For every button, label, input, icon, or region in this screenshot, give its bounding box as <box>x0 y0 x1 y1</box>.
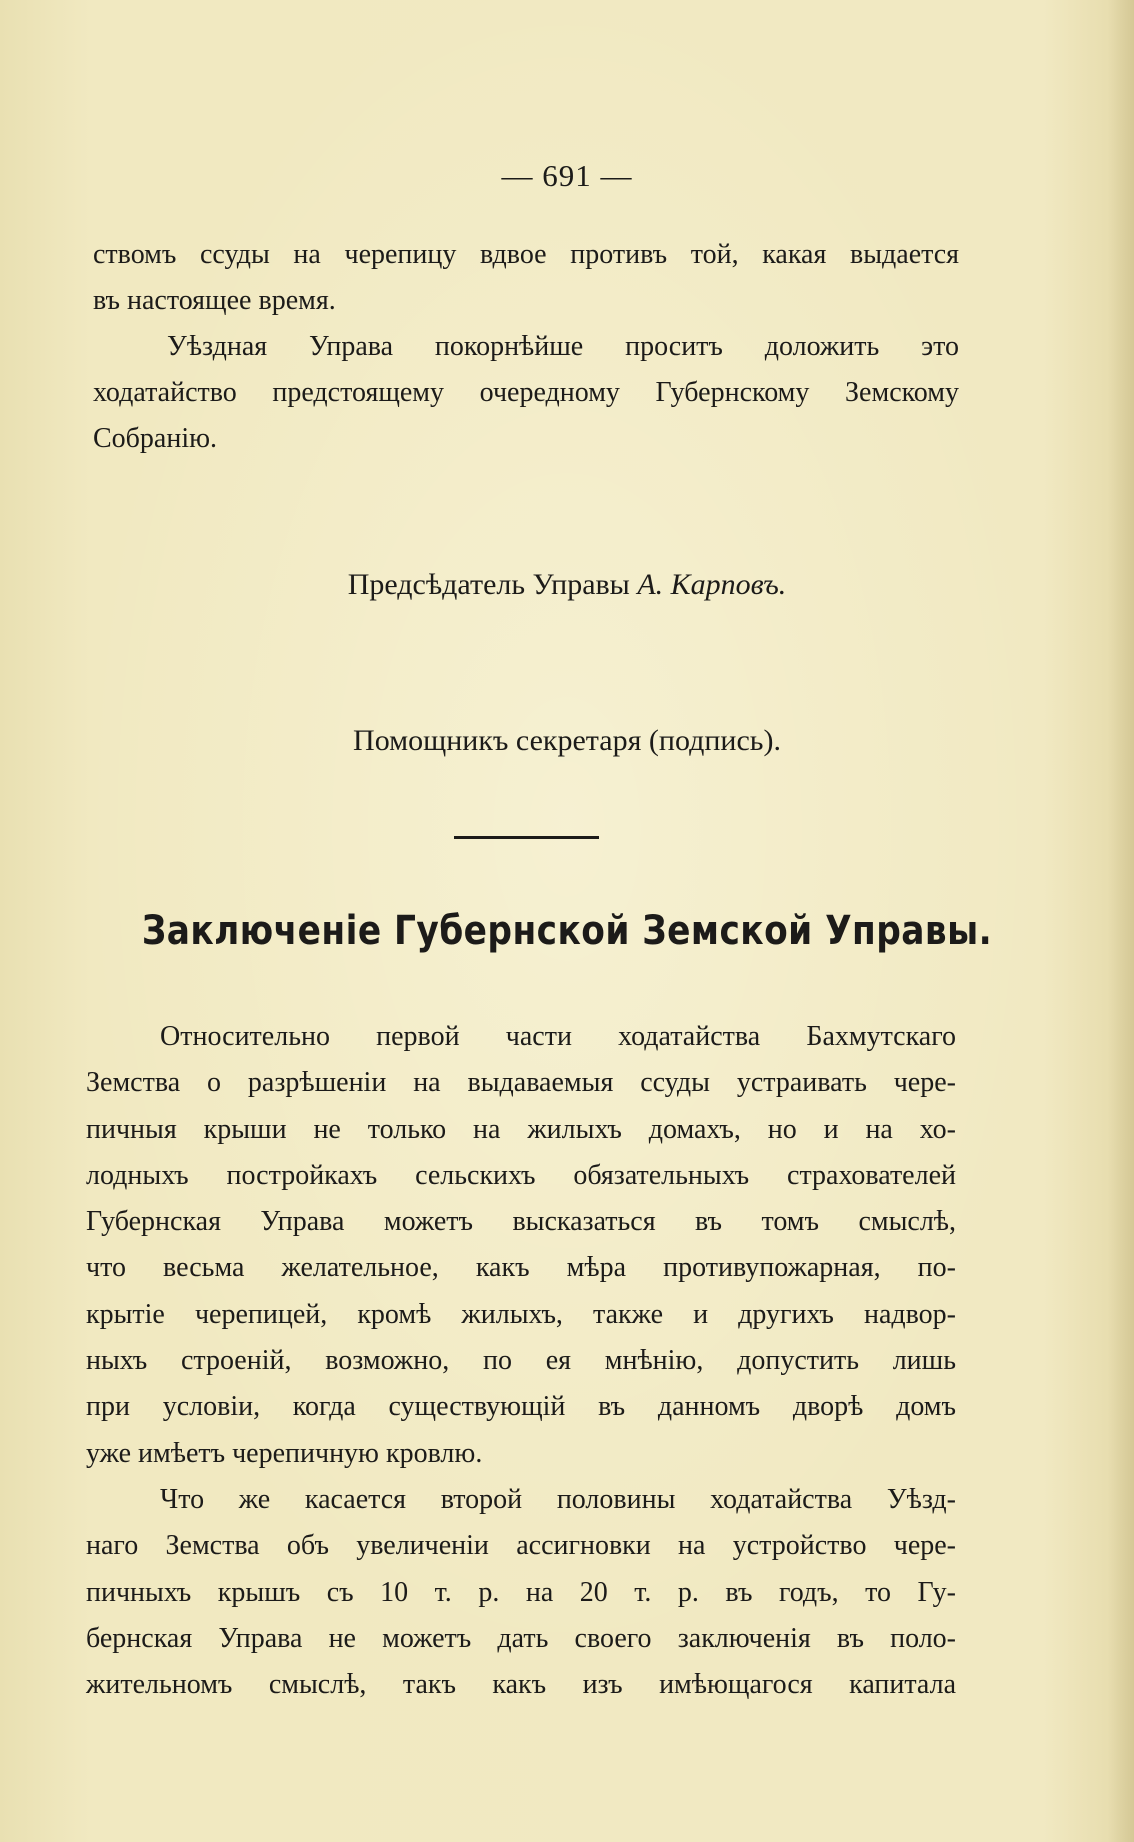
conclusion-body <box>86 1014 956 1708</box>
text-line: при условіи, когда существующій въ данномъ дворѣ домъ <box>86 1391 956 1423</box>
text-line: наго Земства объ увеличеніи ассигновки на устройство чере- <box>86 1530 956 1562</box>
text-line: что весьма желательное, какъ мѣра противупожарная, по- <box>86 1252 956 1284</box>
text-line: лодныхъ постройкахъ сельскихъ обязательныхъ страхователей <box>86 1159 956 1191</box>
section-heading: Заключеніе Губернской Земской Управы. <box>141 908 993 954</box>
page-number: — 691 — <box>501 158 633 193</box>
text-line: ходатайство предстоящему очередному Губернскому Земскому <box>93 377 959 408</box>
text-line: Что же касается второй половины ходатайства Уѣзд- <box>160 1483 956 1515</box>
text-line: въ настоящее время. <box>93 285 336 316</box>
page-edge-shadow <box>1108 0 1134 1842</box>
signature-name: А. Карповъ. <box>637 568 787 601</box>
text-line: Земства о разрѣшеніи на выдаваемыя ссуды устраивать чере- <box>86 1067 956 1099</box>
text-line: Губернская Управа можетъ высказаться въ томъ смыслѣ, <box>86 1206 956 1238</box>
text-line: ствомъ ссуды на черепицу вдвое противъ той, какая выдается <box>93 239 959 270</box>
text-line: пичныя крыши не только на жилыхъ домахъ, но и на хо- <box>86 1113 956 1145</box>
text-line: уже имѣетъ черепичную кровлю. <box>86 1437 483 1469</box>
text-line: пичныхъ крышъ съ 10 т. р. на 20 т. р. въ годъ, то Гу- <box>86 1576 956 1608</box>
text-line: Собранію. <box>93 423 218 454</box>
signature-title: Предсѣдатель Управы <box>347 568 630 601</box>
text-line: крытіе черепицей, кромѣ жилыхъ, также и другихъ надвор- <box>86 1298 956 1330</box>
text-line: бернская Управа не можетъ дать своего заключенія въ поло- <box>86 1622 956 1654</box>
text-line: ныхъ строеній, возможно, по ея мнѣнію, допустить лишь <box>86 1345 956 1377</box>
chairman-signature <box>0 568 1134 602</box>
text-line: жительномъ смыслѣ, такъ какъ изъ имѣющагося капитала <box>86 1669 956 1701</box>
section-divider <box>454 836 599 839</box>
text-line: Уѣздная Управа покорнѣйше проситъ доложить это <box>167 331 959 362</box>
assistant-secretary-line: Помощникъ секретаря (подпись). <box>353 724 781 757</box>
top-paragraph-block <box>93 232 959 462</box>
text-line: Относительно первой части ходатайства Бахмутскаго <box>160 1021 956 1052</box>
